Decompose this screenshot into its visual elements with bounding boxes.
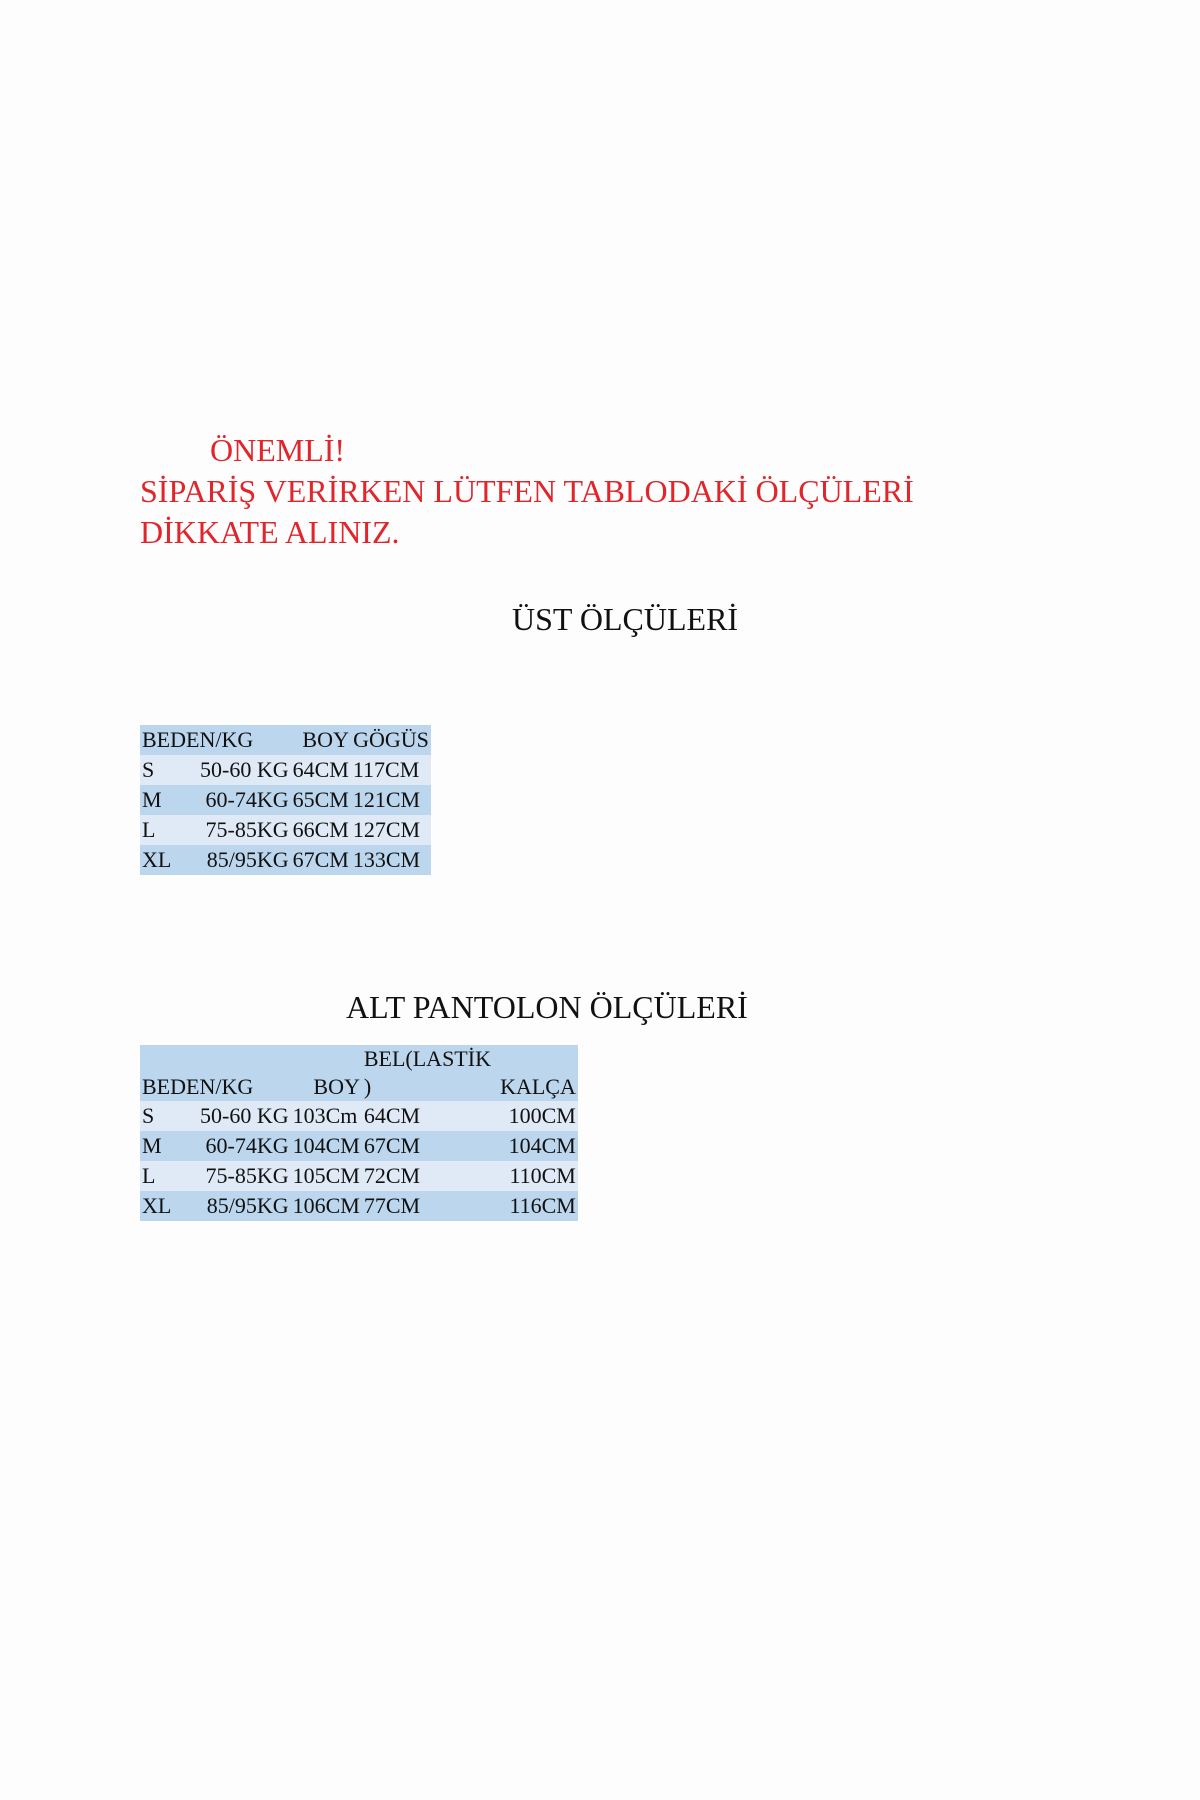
- table-header-row: [140, 1045, 578, 1101]
- cell-chest: 121CM: [351, 785, 431, 815]
- cell-length: 66CM: [291, 815, 351, 845]
- cell-weight: 60-74KG: [198, 785, 291, 815]
- bottom-measurements-title: ALT PANTOLON ÖLÇÜLERİ: [346, 989, 748, 1025]
- top-measurements-title: ÜST ÖLÇÜLERİ: [512, 601, 739, 637]
- cell-size: M: [140, 785, 198, 815]
- cell-length: 64CM: [291, 755, 351, 785]
- table-row: [140, 755, 431, 785]
- table-row: [140, 1191, 578, 1221]
- cell-weight: 50-60 KG: [198, 755, 291, 785]
- header-waist-line-2: ): [363, 1074, 372, 1099]
- cell-size: S: [140, 755, 198, 785]
- cell-waist: 67CM: [362, 1131, 498, 1161]
- header-waist-line-1: BEL(LASTİK: [363, 1046, 491, 1071]
- cell-waist: 72CM: [362, 1161, 498, 1191]
- table-row: [140, 785, 431, 815]
- cell-size: L: [140, 815, 198, 845]
- cell-size: M: [140, 1131, 198, 1161]
- cell-weight: 85/95KG: [198, 845, 291, 875]
- header-length: BOY: [291, 725, 351, 755]
- cell-hip: 100CM: [498, 1101, 578, 1131]
- cell-chest: 133CM: [351, 845, 431, 875]
- header-size: BEDEN/KG: [140, 725, 291, 755]
- table-row: [140, 815, 431, 845]
- cell-size: XL: [140, 1191, 198, 1221]
- notice-text-line-1: SİPARİŞ VERİRKEN LÜTFEN TABLODAKİ ÖLÇÜLERİ: [140, 473, 914, 509]
- table-row: [140, 845, 431, 875]
- notice-heading: ÖNEMLİ!: [210, 432, 346, 468]
- table-row: [140, 1101, 578, 1131]
- header-size: BEDEN/KG: [140, 1045, 291, 1101]
- header-chest: GÖGÜS: [351, 725, 431, 755]
- table-header-row: [140, 725, 431, 755]
- header-waist: [362, 1045, 498, 1101]
- cell-size: S: [140, 1101, 198, 1131]
- cell-hip: 104CM: [498, 1131, 578, 1161]
- table-row: [140, 1161, 578, 1191]
- header-length: BOY: [291, 1045, 362, 1101]
- bottom-size-table: [140, 1045, 578, 1221]
- cell-length: 105CM: [291, 1161, 362, 1191]
- cell-chest: 117CM: [351, 755, 431, 785]
- cell-weight: 75-85KG: [198, 815, 291, 845]
- cell-length: 65CM: [291, 785, 351, 815]
- cell-size: XL: [140, 845, 198, 875]
- cell-length: 106CM: [291, 1191, 362, 1221]
- notice-text-line-2: DİKKATE ALINIZ.: [140, 514, 400, 550]
- top-size-table: [140, 725, 431, 875]
- table-row: [140, 1131, 578, 1161]
- important-notice: [140, 430, 914, 553]
- cell-weight: 60-74KG: [198, 1131, 291, 1161]
- cell-waist: 64CM: [362, 1101, 498, 1131]
- cell-hip: 116CM: [498, 1191, 578, 1221]
- cell-weight: 85/95KG: [198, 1191, 291, 1221]
- cell-weight: 75-85KG: [198, 1161, 291, 1191]
- cell-length: 67CM: [291, 845, 351, 875]
- cell-weight: 50-60 KG: [198, 1101, 291, 1131]
- cell-chest: 127CM: [351, 815, 431, 845]
- cell-waist: 77CM: [362, 1191, 498, 1221]
- cell-size: L: [140, 1161, 198, 1191]
- cell-length: 104CM: [291, 1131, 362, 1161]
- header-hip: KALÇA: [498, 1045, 578, 1101]
- cell-hip: 110CM: [498, 1161, 578, 1191]
- cell-length: 103Cm: [291, 1101, 362, 1131]
